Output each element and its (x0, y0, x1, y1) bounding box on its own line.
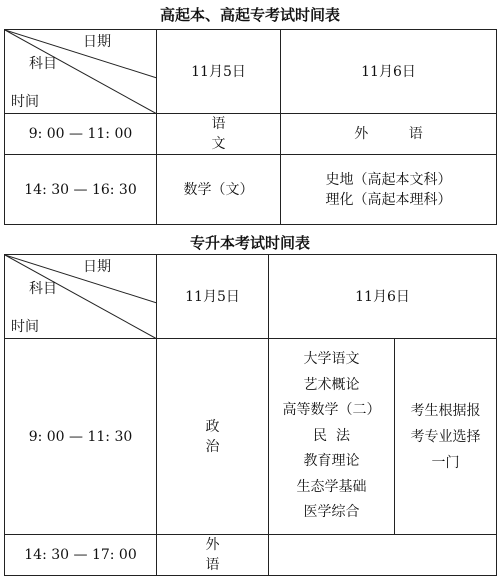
time-cell: 14: 30 — 16: 30 (5, 155, 157, 225)
header-diagonal-cell (5, 30, 157, 114)
subject-cell: 政 治 (157, 339, 269, 535)
table-row (5, 535, 497, 576)
list-item: 医学综合 (303, 504, 360, 521)
day2-header: 11月6日 (281, 30, 497, 114)
subject-line: 理化（高起本理科） (325, 191, 452, 208)
subject-cell: 外 语 (157, 535, 269, 576)
time-cell: 14: 30 — 17: 00 (5, 535, 157, 576)
table-row (5, 114, 497, 155)
subject-list-cell (269, 339, 395, 535)
subject-label: 科目 (29, 281, 57, 297)
table1-title: 高起本、高起专考试时间表 (159, 6, 340, 24)
day1-header: 11月5日 (157, 30, 281, 114)
subject-cell: 数学（文） (157, 155, 281, 225)
note-cell (395, 339, 497, 535)
list-item: 大学语文 (303, 351, 360, 368)
list-item: 教育理论 (303, 453, 360, 470)
table-row (5, 155, 497, 225)
note-line: 一门 (431, 454, 460, 471)
exam-schedule-table-2 (4, 254, 497, 576)
time-cell: 9: 00 — 11: 00 (5, 114, 157, 155)
table2-title: 专升本考试时间表 (189, 234, 310, 252)
subject-label: 科目 (29, 56, 57, 72)
subject-line: 史地（高起本文科） (325, 171, 452, 188)
note-line: 考专业选择 (410, 428, 481, 445)
list-item: 生态学基础 (296, 478, 367, 495)
subject-cell: 语 文 (157, 114, 281, 155)
time-label: 时间 (11, 94, 39, 110)
time-cell: 9: 00 — 11: 30 (5, 339, 157, 535)
exam-schedule-table-1 (4, 29, 497, 225)
list-item: 民 法 (313, 427, 350, 444)
day2-header: 11月6日 (269, 255, 497, 339)
note-line: 考生根据报 (410, 402, 481, 419)
day1-header: 11月5日 (157, 255, 269, 339)
time-label: 时间 (11, 319, 39, 335)
date-label: 日期 (83, 34, 111, 50)
list-item: 艺术概论 (303, 376, 360, 393)
subject-cell (281, 155, 497, 225)
subject-cell: 外 语 (281, 114, 497, 155)
date-label: 日期 (83, 259, 111, 275)
list-item: 高等数学（二） (282, 402, 381, 419)
table-row (5, 339, 497, 535)
empty-cell (269, 535, 497, 576)
header-diagonal-cell (5, 255, 157, 339)
